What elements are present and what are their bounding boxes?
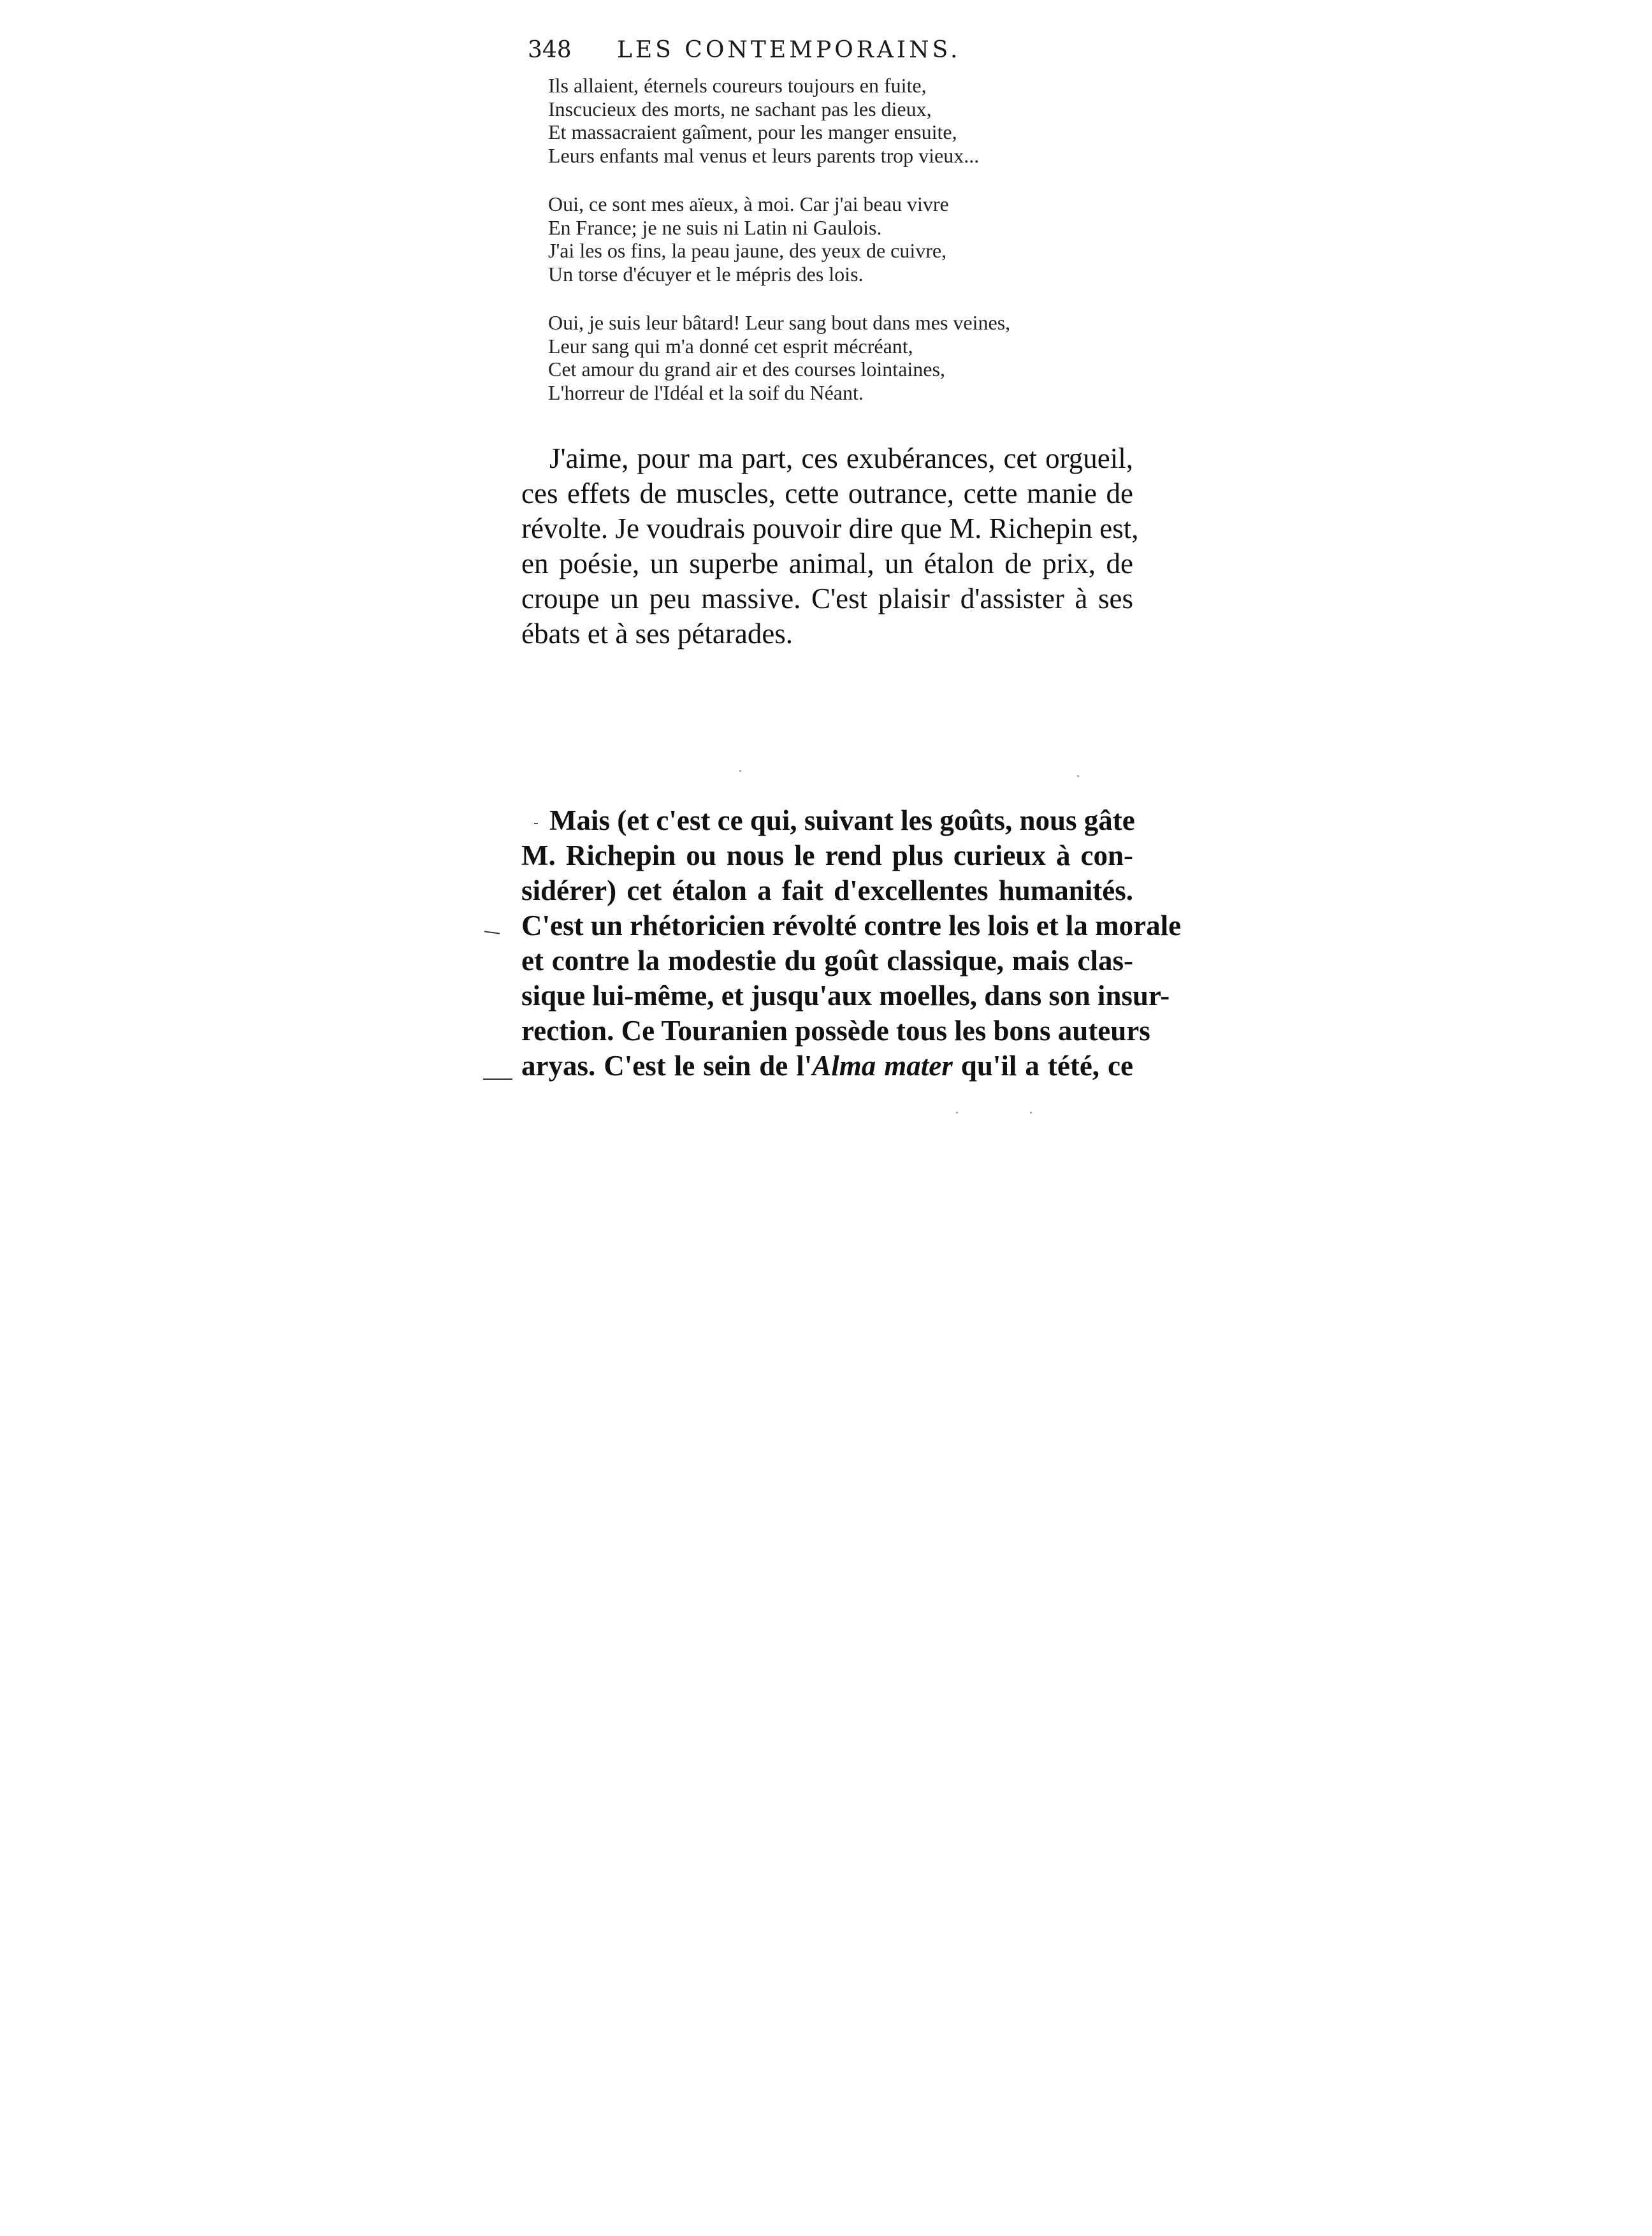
page-number: 348 (528, 37, 572, 63)
paragraph-richepin-humanities (521, 803, 1182, 1084)
text-line: sidérer) cet étalon a fait d'excellentes humanités. (521, 875, 1133, 906)
stanza (548, 74, 1173, 167)
verse-line: Ils allaient, éternels coureurs toujours en fuite, (548, 74, 927, 97)
verse-line: J'ai les os fins, la peau jaune, des yeux de cuivre, (548, 239, 947, 262)
text-line: ces effets de muscles, cette outrance, cette manie de (521, 477, 1133, 509)
running-title: LES CONTEMPORAINS. (617, 37, 961, 63)
verse-line: Un torse d'écuyer et le mépris des lois. (548, 262, 864, 286)
verse-line: Inscucieux des morts, ne sachant pas les dieux, (548, 97, 932, 120)
text-line (521, 1049, 1133, 1084)
text-line: croupe un peu massive. C'est plaisir d'assister à ses (521, 583, 1133, 614)
verse-line: Oui, ce sont mes aïeux, à moi. Car j'ai beau vivre (548, 192, 949, 215)
margin-pencil-mark (484, 931, 500, 934)
verse-line: Cet amour du grand air et des courses lointaines, (548, 358, 945, 381)
text-line: rection. Ce Touranien possède tous les bons auteurs (521, 1015, 1150, 1047)
text-line: en poésie, un superbe animal, un étalon de prix, de (521, 548, 1133, 579)
text-line: ébats et à ses pétarades. (521, 618, 793, 650)
paper-speck (1030, 1112, 1032, 1114)
text-line: révolte. Je voudrais pouvoir dire que M. Richepin est, (521, 512, 1139, 544)
text-line: Mais (et c'est ce qui, suivant les goûts, nous gâte (549, 804, 1135, 836)
verse-line: Et massacraient gaîment, pour les manger ensuite, (548, 120, 957, 143)
text-line: sique lui-même, et jusqu'aux moelles, dans son insur- (521, 980, 1170, 1012)
stanza (548, 192, 1173, 286)
verse-line: En France; je ne suis ni Latin ni Gaulois. (548, 215, 882, 239)
paper-speck (739, 770, 741, 772)
text-run: qu'il a tété, ce (952, 1050, 1133, 1082)
text-line: J'aime, pour ma part, ces exubérances, cet orgueil, (549, 442, 1133, 474)
margin-dot (534, 823, 538, 824)
verse-line: L'horreur de l'Idéal et la soif du Néant. (548, 381, 864, 404)
stanza (548, 311, 1173, 404)
text-line: M. Richepin ou nous le rend plus curieux à con- (521, 839, 1133, 871)
verse-line: Leur sang qui m'a donné cet esprit mécréant, (548, 334, 913, 358)
margin-pencil-mark (483, 1078, 512, 1080)
verse-line: Leurs enfants mal venus et leurs parents trop vieux... (548, 143, 980, 167)
paragraph-richepin-praise (521, 441, 1139, 651)
paper-speck (956, 1112, 958, 1114)
text-line: et contre la modestie du goût classique, mais clas- (521, 945, 1133, 976)
poem-quotation (548, 74, 1173, 430)
verse-line: Oui, je suis leur bâtard! Leur sang bout dans mes veines, (548, 311, 1011, 334)
text-run: aryas. C'est le sein de l' (521, 1050, 813, 1082)
italic-title: Alma mater (812, 1050, 953, 1082)
paper-speck (1077, 775, 1079, 777)
text-line: C'est un rhétoricien révolté contre les lois et la morale (521, 910, 1182, 941)
page-header (528, 32, 1140, 70)
